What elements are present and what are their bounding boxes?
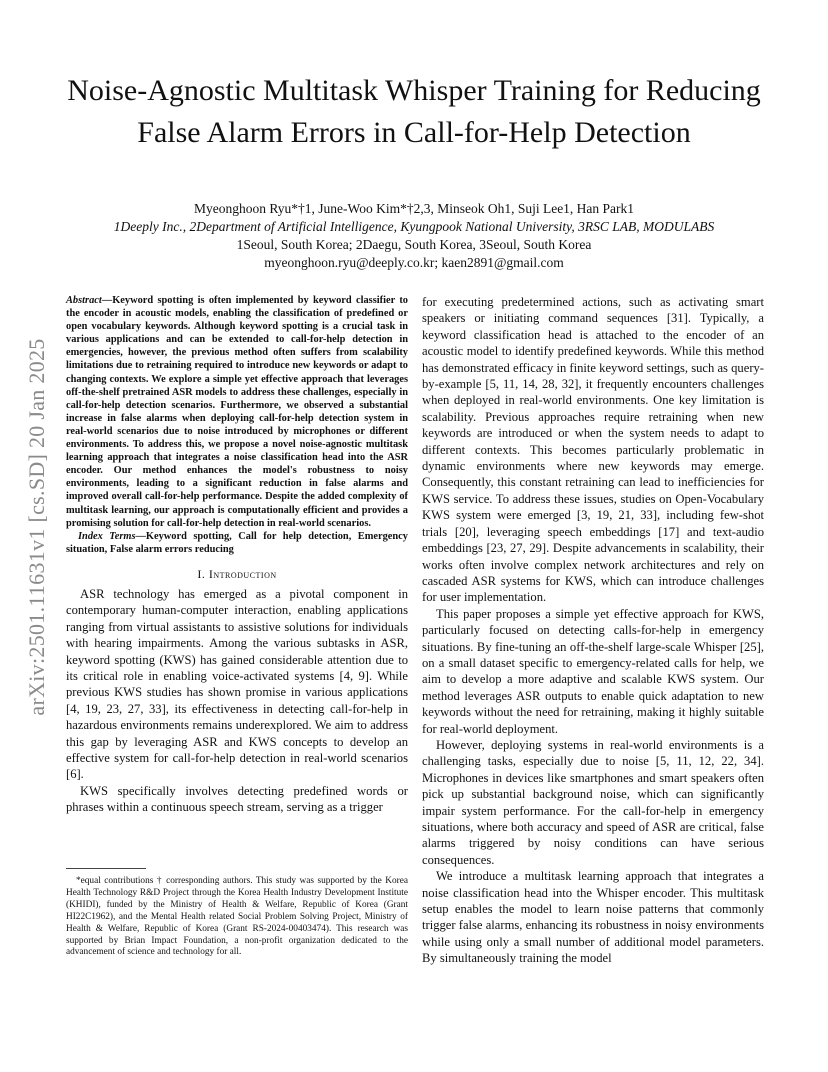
footnote-rule (66, 868, 146, 869)
section-number: I. (197, 566, 206, 581)
index-terms-text: —Keyword spotting, Call for help detection, Emergency situation, False alarm errors reducing (66, 530, 408, 555)
body-paragraph: for executing predetermined actions, such as activating smart speakers or initiating command sequences [31]. Typically, a keyword classification head is attached to the encoder of an acoustic model to identify predefined keywords. While this method has demonstrated efficacy in finite keyword settings, such as query-by-example [5, 11, 14, 28, 32], it frequently encounters challenges when deployed in real-world environments. One key limitation is scalability. Previous approaches require retraining when new keywords are introduced or when the system needs to adapt to different contexts. This becomes particularly problematic in dynamic environments where new keywords may emerge. Consequently, this constant retraining can lead to inefficiencies for KWS service. To address these issues, studies on Open-Vocabulary KWS system were emerged [3, 19, 21, 33], including few-shot trials [20], leveraging speech embeddings [17] and text-audio embeddings [23, 27, 29]. Despite advancements in scalability, their works often involve complex network architectures and rely on cascaded ASR systems for KWS, which can introduce challenges for user implementation. (422, 295, 764, 605)
body-paragraph: ASR technology has emerged as a pivotal component in contemporary human-computer interaction, enabling applications ranging from virtual assistants to assistive solutions for individuals with hearing impairments. Among the various subtasks in ASR, keyword spotting (KWS) has gained considerable attention due to its critical role in enabling voice-activated systems [4, 9]. While previous KWS studies has shown promise in various applications [4, 19, 23, 27, 33], its effectiveness in detecting call-for-help in hazardous environments remains underexplored. We aim to address this gap by leveraging ASR and KWS concepts to develop an effective system for call-for-help detection in real-world scenarios [6]. (66, 586, 408, 782)
author-affiliations: 1Deeply Inc., 2Department of Artificial Intelligence, Kyungpook National University, 3RSC LAB, MODULABS (113, 219, 715, 234)
author-emails: myeonghoon.ryu@deeply.co.kr; kaen2891@gmail.com (264, 255, 564, 270)
index-terms-label: Index Terms (78, 530, 136, 542)
footnote: *equal contributions † corresponding authors. This study was supported by the Korea Health Technology R&D Project through the Korea Health Industry Development Institute (KHIDI), funded by the Ministry of Health & Welfare, Republic of Korea (Grant HI22C1962), and the Mental Health related Social Problem Solving Project, Ministry of Health & Welfare, Republic of Korea (Grant RS-2024-00403474). This research was supported by Brian Impact Foundation, a non-profit organization dedicated to the advancement of science and technology for all. (66, 876, 408, 958)
body-paragraph: This paper proposes a simple yet effective approach for KWS, particularly focused on detecting calls-for-help in emergency situations. By fine-tuning an off-the-shelf large-scale Whisper [25], on a small dataset specific to emergency-related calls for help, we aim to develop a more adaptive and scalable KWS system. Our method leverages ASR outputs to enable quick adaptation to new keywords without the need for retraining, making it highly suitable for real-world deployment. (422, 606, 764, 736)
body-paragraph: KWS specifically involves detecting predefined words or phrases within a continuous speech stream, serving as a trigger (66, 783, 408, 815)
body-paragraph: However, deploying systems in real-world environments is a challenging tasks, especially due to noise [5, 11, 12, 22, 34]. Microphones in devices like smartphones and smart speakers often pick up substantial background noise, which can significantly impair system performance. For the call-for-help in emergency situations, where both accuracy and speed of ASR are critical, false alarms triggered by noisy conditions can have serious consequences. (422, 737, 764, 867)
paper-title: Noise-Agnostic Multitask Whisper Training for Reducing False Alarm Errors in Call-for-Help Detection (67, 74, 761, 149)
arxiv-identifier: arXiv:2501.11631v1 [cs.SD] 20 Jan 2025 (24, 338, 49, 716)
arxiv-watermark (22, 292, 52, 762)
right-column (422, 294, 764, 967)
author-names: Myeonghoon Ryu*†1, June-Woo Kim*†2,3, Minseok Oh1, Suji Lee1, Han Park1 (193, 201, 635, 216)
abstract (66, 294, 408, 530)
left-column (66, 294, 408, 816)
author-block (60, 200, 768, 272)
body-paragraph: We introduce a multitask learning approach that integrates a noise classification head into the Whisper encoder. This multitask setup enables the model to learn noise patterns that commonly trigger false alarms, enhancing its robustness in noisy environments while using only a small number of additional model parameters. By simultaneously training the model (422, 869, 764, 966)
author-locations: 1Seoul, South Korea; 2Daegu, South Korea, 3Seoul, South Korea (236, 237, 592, 252)
section-title: Introduction (208, 566, 277, 581)
abstract-label: Abstract (66, 295, 102, 306)
index-terms (66, 530, 408, 556)
section-heading-introduction (66, 566, 408, 582)
abstract-text: —Keyword spotting is often implemented by keyword classifier to the encoder in acoustic models, enabling the classification of predefined or open vocabulary keywords. Although keyword spotting is a crucial task in various applications and can be extended to call-for-help detection in emergencies, however, the previous method often suffers from scalability limitations due to retraining required to introduce new keywords or adapt to changing contexts. We explore a simple yet effective approach that leverages off-the-shelf pretrained ASR models to address these challenges, especially in call-for-help detection scenarios. Furthermore, we observed a substantial increase in false alarms when deploying call-for-help detection system in real-world scenarios due to noise introduced by microphones or different environments. To address this, we propose a novel noise-agnostic multitask learning approach that integrates a noise classification head into the ASR encoder. Our method enhances the model's robustness to noisy environments, leading to a significant reduction in false alarms and improved overall call-for-help performance. Despite the added complexity of multitask learning, our approach is computationally efficient and provides a promising solution for call-for-help detection in real-world scenarios. (66, 295, 408, 529)
